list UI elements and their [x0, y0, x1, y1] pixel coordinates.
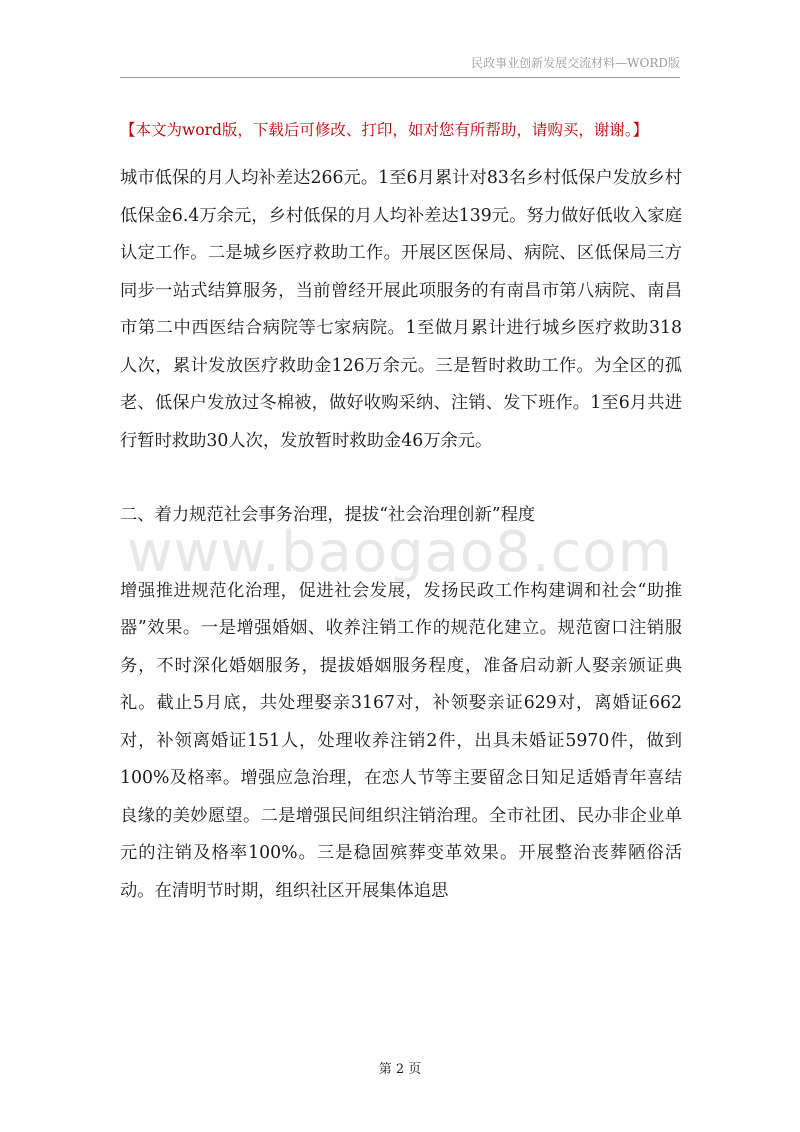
- body-paragraph: 增强推进规范化治理，促进社会发展，发扬民政工作构建调和社会“助推器”效果。一是增强婚姻、收养注销工作的规范化建立。规范窗口注销服务，不时深化婚姻服务，提拔婚姻服务程度，准备启动新人娶亲颁证典礼。截止5月底，共处理娶亲3167对，补领娶亲证629对，离婚证662对，补领离婚证151人，处理收养注销2件，出具未婚证5970件，做到100%及格率。增强应急治理，在恋人节等主要留念日知足适婚青年喜结良缘的美妙愿望。二是增强民间组织注销治理。全市社团、民办非企业单元的注销及格率100%。三是稳固殡葬变革效果。开展整治丧葬陋俗活动。在清明节时期，组织社区开展集体追思: [120, 580, 682, 901]
- page-header: [120, 55, 680, 78]
- section-heading: 二、着力规范社会事务治理，提拔“社会治理创新”程度: [120, 505, 536, 525]
- watermark: www.baogao8.com: [126, 520, 674, 585]
- page-number: 第 2 页: [378, 1062, 422, 1077]
- body-paragraph: 城市低保的月人均补差达266元。1至6月累计对83名乡村低保户发放乡村低保金6.4万余元，乡村低保的月人均补差达139元。努力做好低收入家庭认定工作。二是城乡医疗救助工作。开展区医保局、病院、区低保局三方同步一站式结算服务，当前曾经开展此项服务的有南昌市第八病院、南昌市第二中西医结合病院等七家病院。1至做月累计进行城乡医疗救助318人次，累计发放医疗救助金126万余元。三是暂时救助工作。为全区的孤老、低保户发放过冬棉被，做好收购采纳、注销、发下班作。1至6月共进行暂时救助30人次，发放暂时救助金46万余元。: [120, 168, 682, 451]
- header-title: 民政事业创新发展交流材料—WORD版: [471, 56, 680, 70]
- download-notice: 【本文为word版，下载后可修改、打印，如对您有所帮助，请购买，谢谢。】: [120, 121, 649, 139]
- document-body: [120, 160, 682, 910]
